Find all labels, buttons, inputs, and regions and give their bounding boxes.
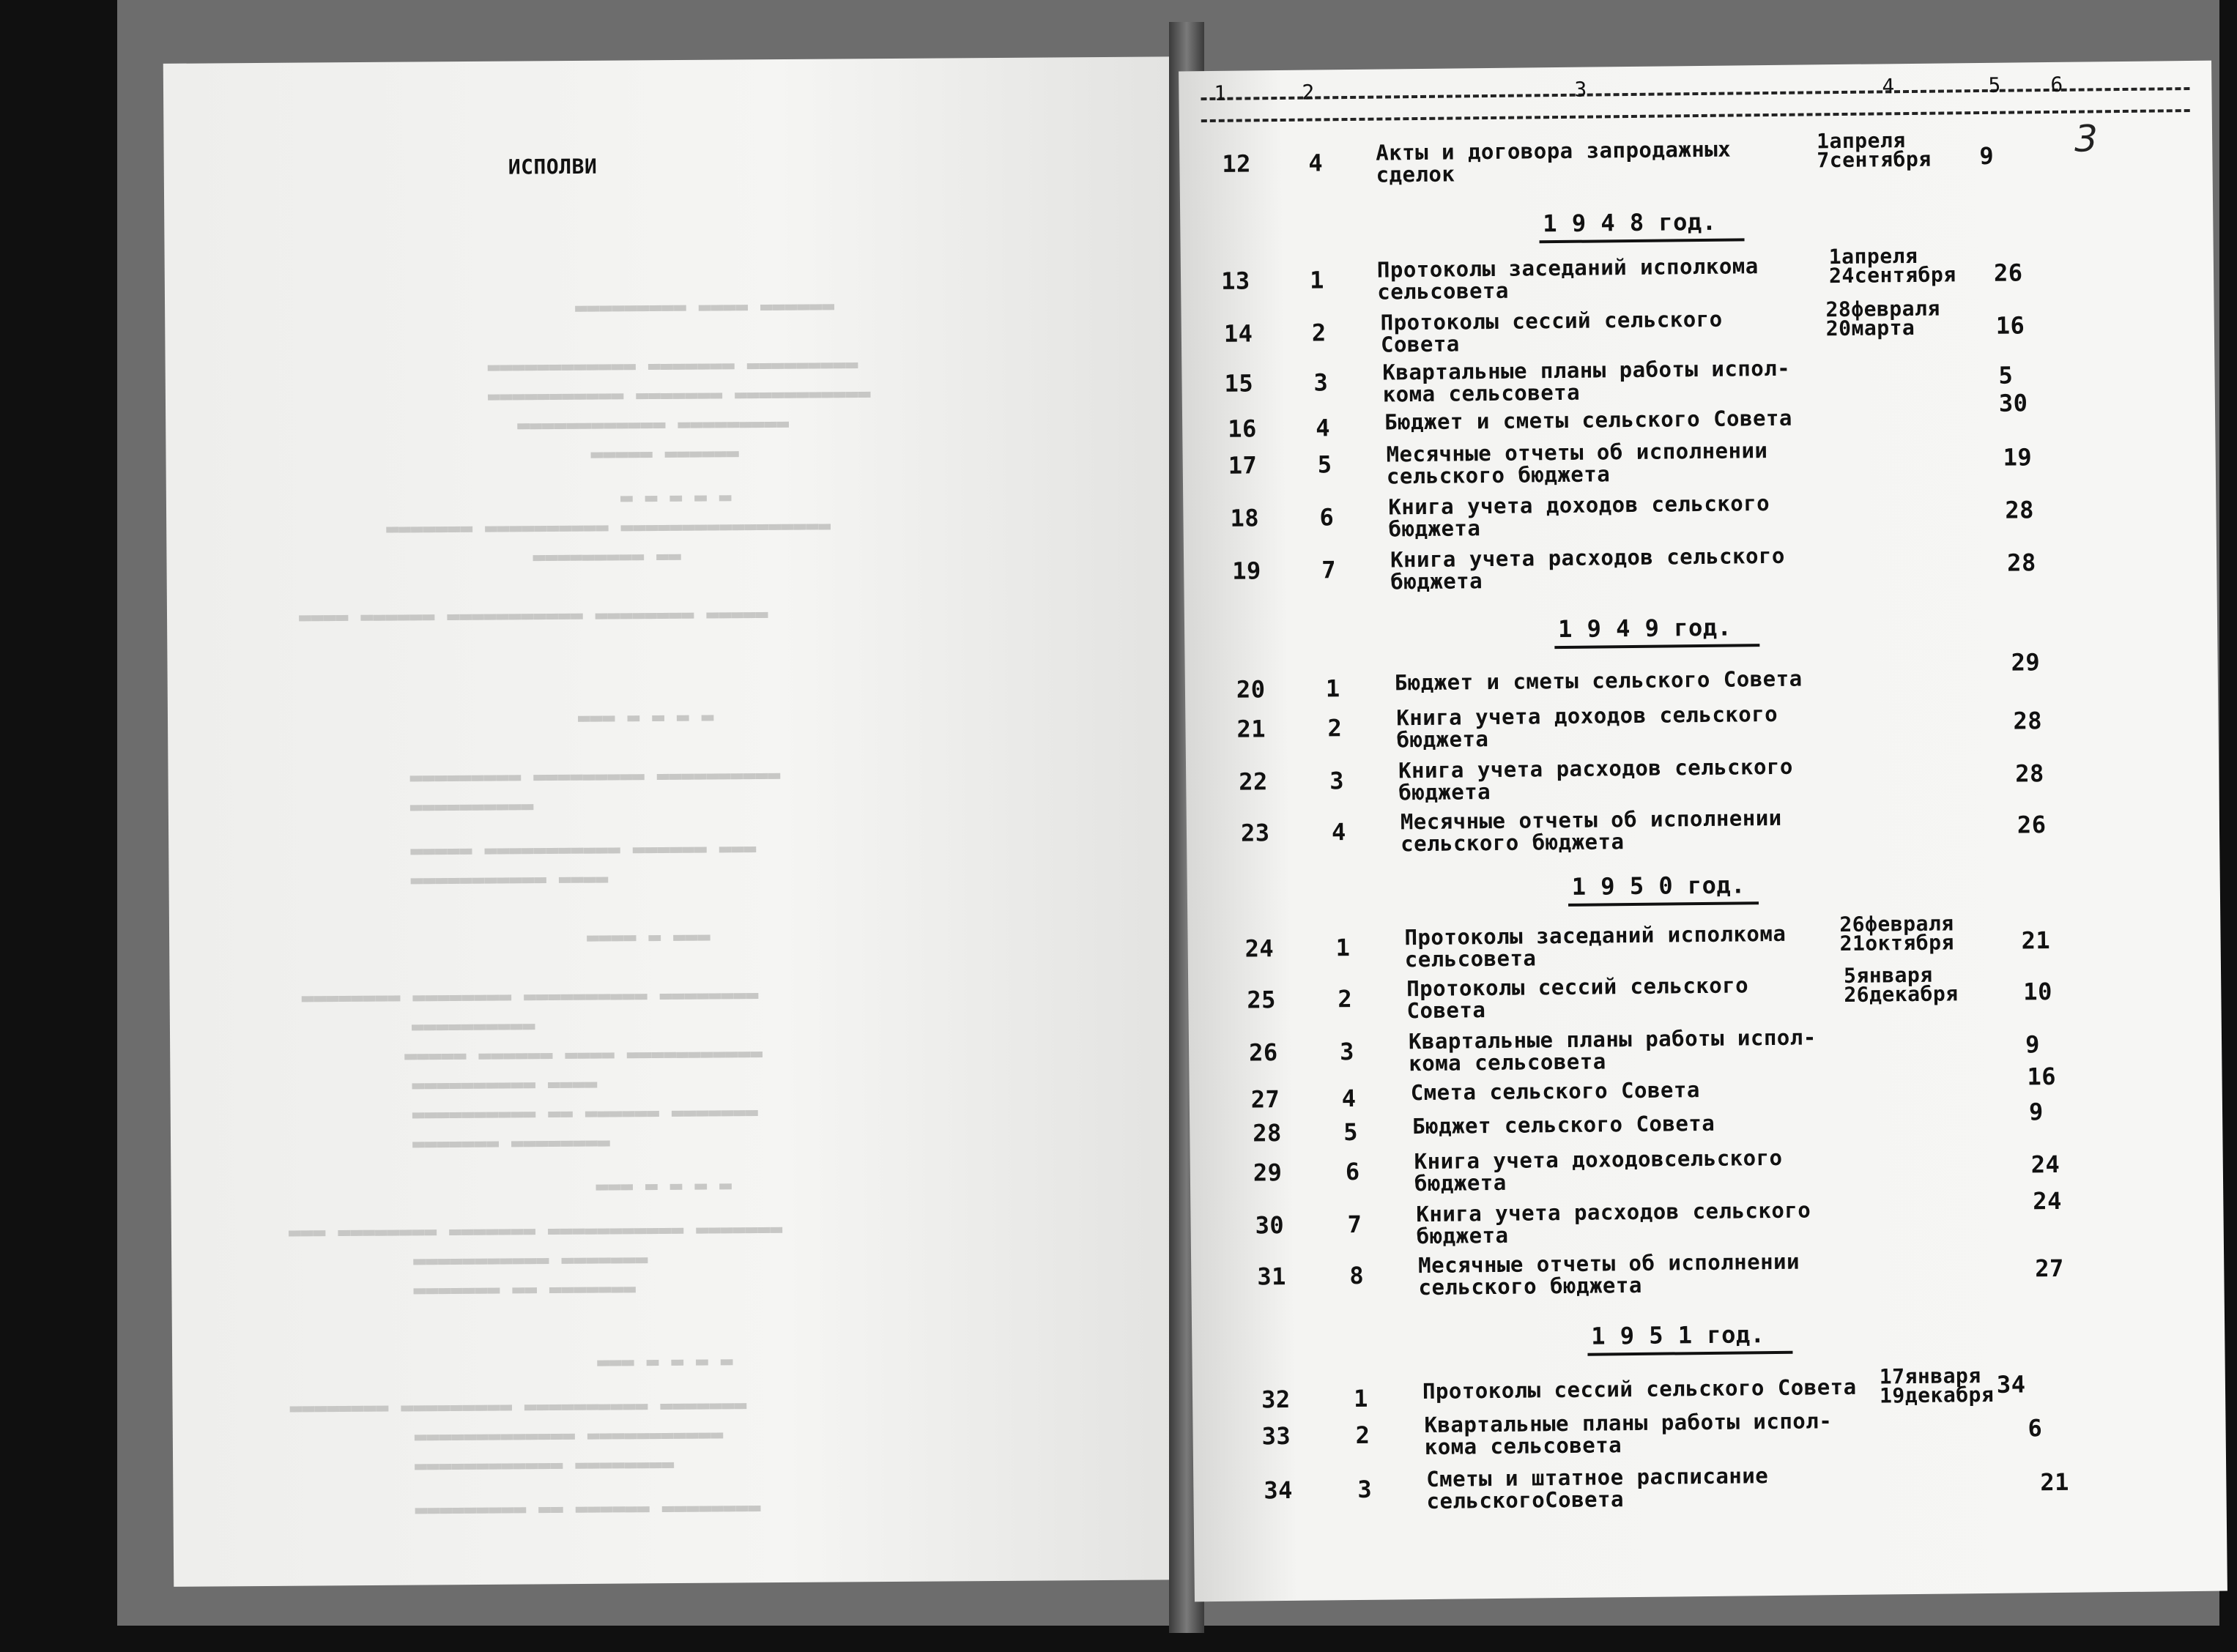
- column-header-1: 1: [1214, 81, 1227, 105]
- inventory-number: 7: [1347, 1210, 1362, 1239]
- inventory-number: 4: [1316, 414, 1331, 442]
- item-title-cont: сельсовета: [1377, 278, 1510, 305]
- date-end: 20марта: [1825, 315, 1915, 341]
- item-title: Книга учета доходов сельского: [1388, 491, 1770, 520]
- sheet-count: 29: [2011, 648, 2041, 677]
- date-start: 1апреля: [1828, 243, 1918, 269]
- item-title-cont: сельского бюджета: [1400, 829, 1625, 857]
- item-title-cont: кома сельсовета: [1424, 1432, 1622, 1460]
- item-number: 18: [1230, 504, 1260, 532]
- year-underline: [1540, 238, 1745, 243]
- bleed-through-text: ▬▬▬▬▬▬▬ ▬▬▬▬▬▬▬▬▬▬▬ ▬▬▬▬▬▬▬ ▬▬▬▬▬▬▬▬ ▬▬▬: [288, 1216, 783, 1244]
- inventory-number: 1: [1325, 674, 1340, 703]
- item-title: Протоколы сессий сельского Совета: [1422, 1374, 1857, 1404]
- column-header-2: 2: [1302, 80, 1315, 105]
- header-bottom-rule: [1201, 109, 2190, 122]
- item-title-cont: кома сельсовета: [1382, 379, 1581, 407]
- item-title: Акты и договора запродажных: [1376, 136, 1732, 165]
- item-title: Месячные отчеты об исполнении: [1386, 438, 1768, 467]
- year-heading-1950: 1 9 5 0 год.: [1571, 871, 1746, 901]
- item-number: 34: [1264, 1476, 1294, 1505]
- header-top-rule: [1201, 87, 2189, 100]
- date-start: 26февраля: [1839, 911, 1954, 937]
- sheet-count: 28: [2015, 759, 2044, 788]
- right-page: [1179, 61, 2227, 1602]
- inventory-number: 5: [1317, 450, 1332, 479]
- date-start: 5января: [1843, 962, 1933, 988]
- item-title: Протоколы заседаний исполкома: [1376, 253, 1759, 283]
- item-title-cont: сельсовета: [1404, 945, 1537, 972]
- sheet-count: 34: [1996, 1370, 2026, 1399]
- item-title-cont: сельского бюджета: [1418, 1272, 1642, 1301]
- item-number: 15: [1224, 369, 1254, 398]
- item-title: Квартальные планы работы испол-: [1424, 1408, 1833, 1438]
- date-end: 19декабря: [1879, 1382, 1995, 1408]
- item-number: 14: [1223, 319, 1253, 348]
- bleed-through-text: ▬ ▬ ▬ ▬ ▬: [620, 484, 732, 510]
- inventory-number: 6: [1345, 1157, 1360, 1186]
- item-number: 29: [1253, 1158, 1283, 1187]
- inventory-number: 2: [1338, 985, 1353, 1013]
- item-title-cont: сельскогоСовета: [1426, 1487, 1625, 1514]
- bleed-through-text: ▬▬▬▬ ▬▬▬▬▬▬▬▬▬▬▬: [410, 866, 609, 892]
- item-title: Книга учета доходовсельского: [1414, 1145, 1783, 1175]
- item-title-cont: Совета: [1406, 997, 1486, 1024]
- item-number: 32: [1261, 1385, 1291, 1414]
- column-header-3: 3: [1574, 77, 1587, 102]
- inventory-number: 3: [1313, 368, 1329, 397]
- sheet-count: 26: [2017, 811, 2047, 839]
- bleed-through-text: ▬▬▬▬▬▬▬▬ ▬▬▬▬▬▬▬▬▬▬ ▬▬▬▬▬▬▬▬ ▬▬▬▬▬▬▬▬: [301, 982, 759, 1010]
- bleed-through-text: ▬▬▬▬▬▬▬▬ ▬▬▬▬▬▬▬▬▬▬▬▬: [415, 1451, 675, 1478]
- item-title-cont: бюджета: [1390, 568, 1483, 595]
- bleed-through-text: ▬▬▬▬▬▬▬▬▬▬▬ ▬▬▬▬▬▬▬▬▬▬▬▬▬: [414, 1421, 724, 1448]
- year-underline: [1587, 1351, 1792, 1356]
- sheet-count: 19: [2003, 443, 2033, 472]
- item-title: Смета сельского Совета: [1410, 1077, 1700, 1106]
- inventory-number: 8: [1349, 1261, 1365, 1290]
- bleed-through-text: ▬▬▬▬▬▬▬▬▬▬: [411, 1013, 535, 1038]
- sheet-count: 16: [1995, 311, 2025, 340]
- item-number: 25: [1247, 986, 1277, 1014]
- bleed-through-text: ▬ ▬ ▬ ▬ ▬▬▬: [577, 704, 714, 729]
- left-page: [163, 56, 1199, 1587]
- inventory-number: 6: [1319, 503, 1335, 532]
- item-title-cont: бюджета: [1388, 516, 1481, 542]
- inventory-number: 1: [1309, 266, 1325, 294]
- item-title: Книга учета расходов сельского: [1390, 543, 1786, 573]
- date-end: 21октября: [1839, 930, 1955, 956]
- bleed-through-text: ▬ ▬ ▬ ▬ ▬▬▬: [597, 1348, 733, 1374]
- sheet-count: 28: [2005, 496, 2035, 524]
- item-title: Протоколы заседаний исполкома: [1404, 920, 1787, 950]
- sheet-count: 9: [1979, 141, 1995, 170]
- year-underline: [1554, 644, 1759, 649]
- bleed-through-text: ▬ ▬ ▬ ▬ ▬▬▬: [596, 1172, 732, 1198]
- item-number: 12: [1222, 149, 1252, 178]
- item-number: 27: [1250, 1085, 1280, 1114]
- date-end: 7сентября: [1817, 146, 1932, 173]
- bleed-through-text: ▬▬▬▬▬▬▬▬ ▬▬▬▬▬▬▬: [412, 1129, 610, 1156]
- inventory-number: 7: [1321, 556, 1337, 584]
- inventory-number: 4: [1341, 1084, 1357, 1113]
- item-title: Книга учета доходов сельского: [1396, 701, 1778, 731]
- year-heading-1948: 1 9 4 8 год.: [1543, 207, 1717, 238]
- sheet-count: 30: [1998, 389, 2028, 417]
- bleed-through-text: ▬▬▬▬▬▬▬ ▬▬▬▬▬▬▬▬▬▬▬: [413, 1246, 648, 1273]
- sheet-count: 10: [2023, 978, 2053, 1006]
- sheet-count: 16: [2027, 1062, 2057, 1091]
- bleed-through-text: ▬▬▬▬▬▬▬▬▬▬: [409, 793, 534, 819]
- item-title: Бюджет и сметы сельского Совета: [1384, 405, 1793, 435]
- inventory-number: 1: [1335, 934, 1351, 962]
- bleed-through-text: ▬▬▬▬▬▬▬▬ ▬▬▬▬▬▬ ▬▬ ▬▬▬▬▬▬▬▬▬: [415, 1495, 761, 1522]
- inventory-number: 5: [1343, 1117, 1359, 1147]
- bleed-through-text: ▬▬ ▬▬▬▬▬▬▬▬▬: [533, 543, 681, 569]
- bleed-through-text: ▬▬▬▬▬▬▬ ▬▬ ▬▬▬▬▬▬▬: [413, 1276, 636, 1302]
- item-title: Книга учета расходов сельского: [1398, 754, 1794, 784]
- bleed-through-text: ▬▬▬▬▬▬ ▬▬▬▬▬: [590, 440, 739, 466]
- inventory-number: 3: [1329, 767, 1345, 795]
- item-number: 21: [1236, 715, 1266, 743]
- inventory-number: 2: [1355, 1421, 1370, 1450]
- column-header-4: 4: [1882, 74, 1895, 99]
- bleed-through-text: ▬▬▬▬▬ ▬▬▬▬▬▬▬▬ ▬▬▬▬▬▬▬▬▬▬▬ ▬▬▬▬▬▬ ▬▬▬▬: [298, 601, 768, 629]
- item-title-cont: бюджета: [1416, 1222, 1509, 1249]
- year-heading-1951: 1 9 5 1 год.: [1591, 1320, 1765, 1350]
- item-title-cont: сделок: [1376, 161, 1455, 187]
- item-number: 30: [1255, 1211, 1285, 1240]
- item-title: Бюджет сельского Совета: [1412, 1110, 1715, 1139]
- item-title-cont: бюджета: [1398, 779, 1491, 805]
- item-title-cont: кома сельсовета: [1409, 1049, 1606, 1076]
- bleed-through-text: ▬▬▬ ▬ ▬▬▬▬: [586, 923, 711, 949]
- item-number: 24: [1244, 934, 1275, 963]
- inventory-number: 2: [1327, 714, 1343, 743]
- page-number: 3: [2074, 117, 2099, 160]
- column-header-5: 5: [1988, 72, 2001, 97]
- date-start: 28февраля: [1825, 296, 1940, 322]
- item-number: 31: [1257, 1262, 1287, 1291]
- inventory-number: 3: [1357, 1475, 1373, 1503]
- bleed-through-text: ▬▬▬▬▬▬ ▬▬▬▬ ▬▬▬▬▬▬▬▬▬: [574, 293, 835, 319]
- sheet-count: 26: [1993, 258, 2023, 287]
- sheet-count: 9: [2025, 1030, 2041, 1059]
- inventory-number: 4: [1331, 818, 1346, 847]
- sheet-count: 24: [2033, 1186, 2063, 1216]
- item-number: 26: [1248, 1038, 1278, 1067]
- sheet-count: 21: [2040, 1467, 2070, 1497]
- sheet-count: 27: [2035, 1254, 2065, 1283]
- item-number: 16: [1228, 414, 1257, 443]
- bleed-through-text: ▬▬▬▬▬▬▬ ▬▬▬▬▬▬▬▬▬▬ ▬▬▬▬▬▬▬▬▬ ▬▬▬▬▬▬▬▬: [289, 1392, 747, 1420]
- item-title: Протоколы сессий сельского: [1406, 972, 1749, 1002]
- sheet-count: 21: [2021, 926, 2051, 955]
- sheet-count: 5: [1998, 361, 2014, 390]
- item-number: 33: [1261, 1421, 1291, 1451]
- item-title: Сметы и штатное расписание: [1426, 1463, 1769, 1492]
- item-title: Квартальные планы работы испол-: [1408, 1024, 1817, 1054]
- year-heading-1949: 1 9 4 9 год.: [1557, 613, 1732, 644]
- bleed-through-text: ▬▬▬▬▬▬▬▬▬▬ ▬▬▬▬▬▬▬▬▬ ▬▬▬▬▬▬▬▬▬: [409, 762, 781, 789]
- date-end: 26декабря: [1844, 981, 1959, 1007]
- sheet-count: 9: [2028, 1098, 2044, 1126]
- bleed-through-text: ▬▬▬▬▬▬▬▬▬▬▬▬▬▬▬▬▬ ▬▬▬▬▬▬▬▬▬▬ ▬▬▬▬▬▬▬: [386, 513, 831, 540]
- inventory-number: 4: [1308, 149, 1324, 177]
- bleed-through-text: ▬▬▬▬ ▬▬▬▬▬▬▬▬▬▬: [412, 1071, 598, 1097]
- item-title: Квартальные планы работы испол-: [1382, 355, 1791, 385]
- sheet-count: 6: [2028, 1414, 2043, 1443]
- item-title: Бюджет и сметы сельского Совета: [1394, 666, 1803, 696]
- item-title-cont: Совета: [1380, 331, 1460, 357]
- item-title-cont: сельского бюджета: [1386, 461, 1611, 489]
- item-number: 17: [1228, 451, 1258, 480]
- item-number: 23: [1240, 819, 1270, 847]
- item-number: 28: [1253, 1119, 1283, 1147]
- item-title: Месячные отчеты об исполнении: [1400, 805, 1782, 835]
- bleed-through-text: ▬▬▬▬▬▬▬▬▬ ▬▬▬▬▬▬▬ ▬▬▬▬▬▬▬▬▬▬▬▬: [487, 351, 858, 379]
- item-number: 20: [1236, 675, 1266, 704]
- item-number: 13: [1220, 267, 1250, 295]
- item-title: Протоколы сессий сельского: [1380, 306, 1723, 335]
- inventory-number: 2: [1311, 319, 1327, 347]
- bleed-through-text: ▬▬▬ ▬▬▬▬▬▬ ▬▬▬▬▬▬▬▬▬▬▬ ▬▬▬▬▬: [410, 836, 757, 863]
- item-title-cont: бюджета: [1396, 726, 1489, 753]
- bleed-through-text: ▬▬▬▬▬▬▬▬▬▬▬ ▬▬▬▬▬▬▬ ▬▬▬▬▬▬▬▬▬▬▬: [487, 381, 871, 408]
- sheet-count: 28: [2013, 707, 2043, 735]
- item-number: 22: [1239, 767, 1268, 796]
- item-title: Месячные отчеты об исполнении: [1418, 1249, 1800, 1279]
- sheet-count: 28: [2006, 548, 2036, 577]
- bleed-through-text: ▬▬▬▬▬▬▬ ▬▬▬▬▬▬ ▬▬ ▬▬▬▬▬▬▬▬▬▬: [412, 1099, 758, 1126]
- item-title: Книга учета расходов сельского: [1416, 1197, 1811, 1227]
- inventory-number: 1: [1353, 1384, 1369, 1413]
- date-start: 17января: [1879, 1363, 1981, 1389]
- date-end: 24сентября: [1828, 262, 1956, 289]
- sheet-count: 24: [2030, 1150, 2060, 1179]
- bleed-through-text: ▬▬▬▬▬▬▬▬▬▬▬ ▬▬▬▬ ▬▬▬▬▬▬ ▬▬▬▬▬: [404, 1041, 763, 1068]
- item-title-cont: бюджета: [1414, 1169, 1507, 1197]
- column-header-6: 6: [2050, 72, 2063, 97]
- item-number: 19: [1232, 557, 1261, 585]
- date-start: 1апреля: [1816, 128, 1906, 154]
- bleed-through-text: ▬▬▬▬▬▬▬▬▬ ▬▬▬▬▬▬▬▬▬▬▬▬: [517, 410, 790, 437]
- stamp-text: ИСПОЛВИ: [508, 154, 598, 179]
- inventory-number: 3: [1339, 1038, 1355, 1066]
- year-underline: [1568, 901, 1759, 907]
